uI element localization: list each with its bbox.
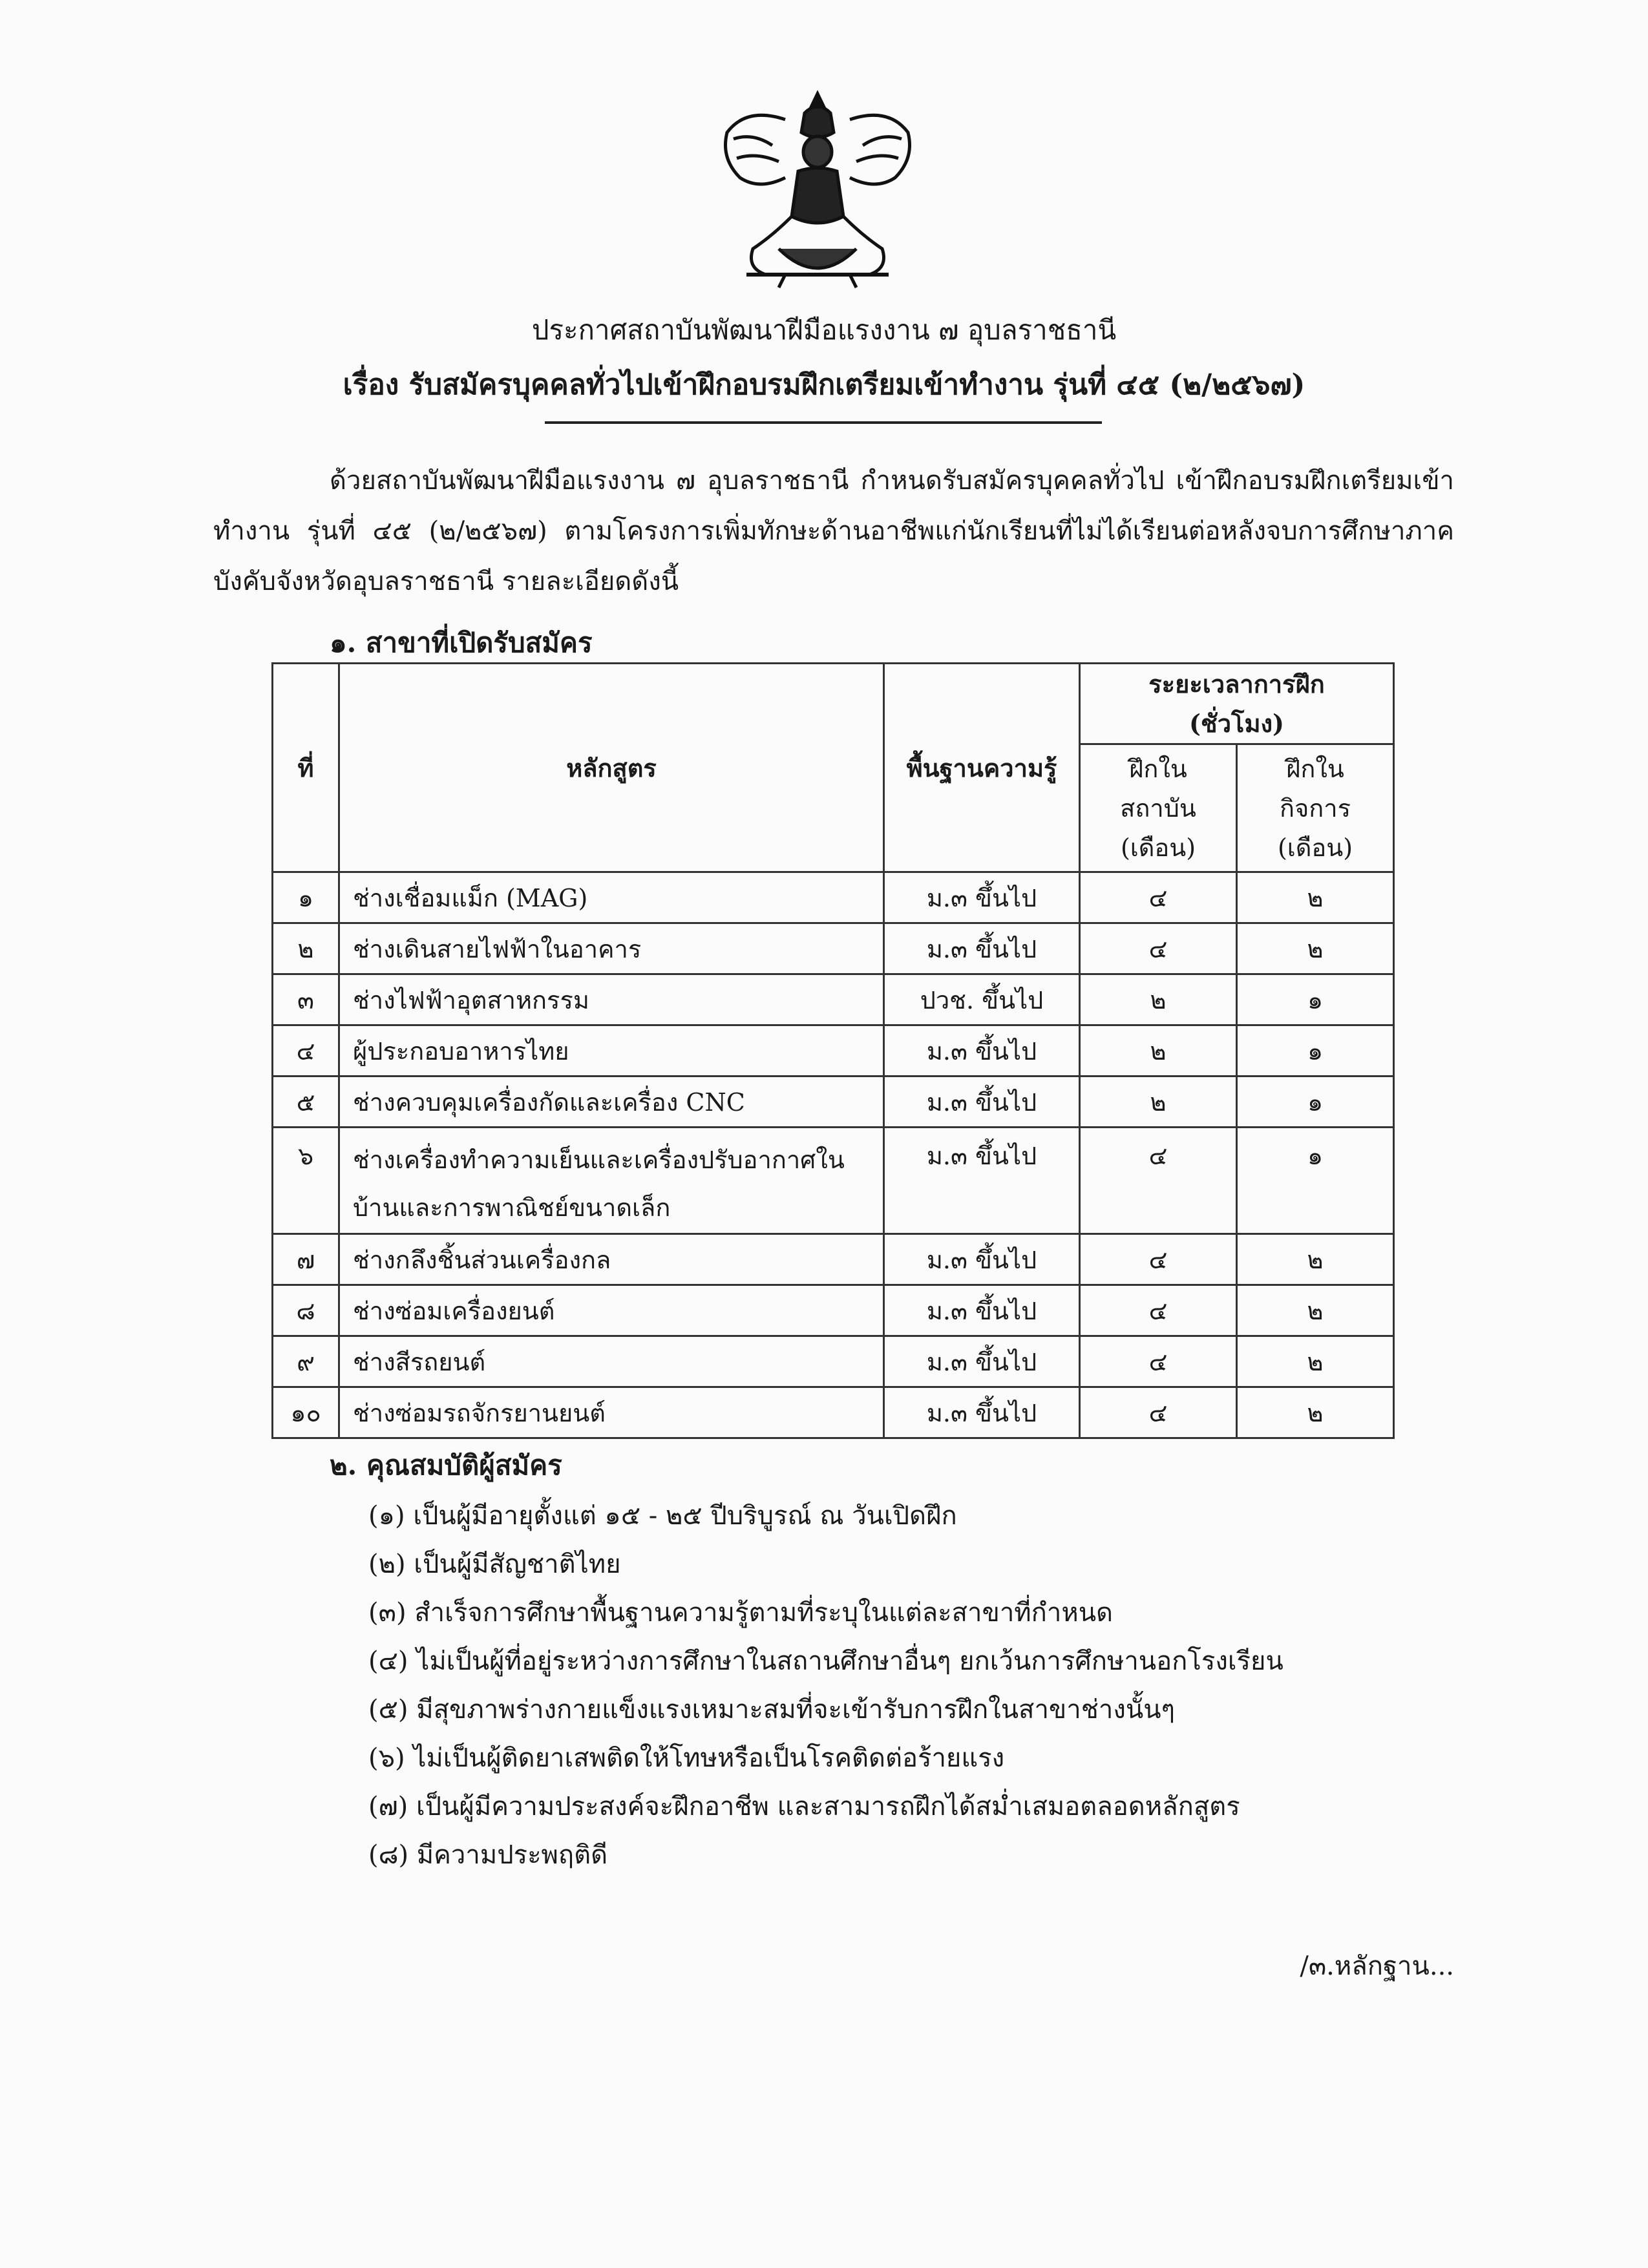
qualification-item: (๗) เป็นผู้มีความประสงค์จะฝึกอาชีพ และสามารถฝึกได้สม่ำเสมอตลอดหลักสูตร	[368, 1792, 1240, 1822]
row-basis: ม.๓ ขึ้นไป	[884, 923, 1080, 974]
row-institute: ๒	[1080, 1025, 1237, 1076]
table-row	[273, 1285, 1394, 1336]
qualification-item: (๖) ไม่เป็นผู้ติดยาเสพติดให้โทษหรือเป็นโรคติดต่อร้ายแรง	[368, 1743, 1005, 1773]
row-company: ๒	[1237, 872, 1394, 923]
row-no: ๗	[273, 1234, 339, 1285]
table-row	[273, 1128, 1394, 1234]
announcement-title: ประกาศสถาบันพัฒนาฝีมือแรงงาน ๗ อุบลราชธานี	[531, 314, 1117, 346]
garuda-emblem-icon	[708, 81, 927, 294]
row-institute: ๒	[1080, 974, 1237, 1025]
row-course: ช่างเครื่องทำความเย็นและเครื่องปรับอากาศในบ้านและการพาณิชย์ขนาดเล็ก	[339, 1128, 884, 1234]
qualification-item: (๕) มีสุขภาพร่างกายแข็งแรงเหมาะสมที่จะเข้ารับการฝึกในสาขาช่างนั้นๆ	[368, 1695, 1176, 1725]
row-course: ช่างควบคุมเครื่องกัดและเครื่อง CNC	[339, 1076, 884, 1128]
section1-title: ๑. สาขาที่เปิดรับสมัคร	[330, 627, 593, 658]
row-no: ๑๐	[273, 1387, 339, 1438]
qualification-item: (๑) เป็นผู้มีอายุตั้งแต่ ๑๕ - ๒๕ ปีบริบูรณ์ ณ วันเปิดฝึก	[368, 1501, 957, 1531]
row-no: ๖	[273, 1128, 339, 1234]
header-basis: พื้นฐานความรู้	[884, 664, 1080, 872]
row-no: ๑	[273, 872, 339, 923]
row-company: ๒	[1237, 1336, 1394, 1387]
row-institute: ๔	[1080, 1336, 1237, 1387]
row-basis: ม.๓ ขึ้นไป	[884, 1234, 1080, 1285]
row-no: ๘	[273, 1285, 339, 1336]
row-course: ช่างซ่อมเครื่องยนต์	[339, 1285, 884, 1336]
header-duration: ระยะเวลาการฝึก (ชั่วโมง)	[1080, 664, 1394, 744]
row-institute: ๒	[1080, 1076, 1237, 1128]
qualification-item: (๘) มีความประพฤติดี	[368, 1840, 608, 1870]
row-institute: ๔	[1080, 923, 1237, 974]
row-basis: ม.๓ ขึ้นไป	[884, 1128, 1080, 1234]
row-institute: ๔	[1080, 1285, 1237, 1336]
row-basis: ปวช. ขึ้นไป	[884, 974, 1080, 1025]
row-company: ๒	[1237, 1234, 1394, 1285]
table-row	[273, 1234, 1394, 1285]
row-institute: ๔	[1080, 1234, 1237, 1285]
row-no: ๕	[273, 1076, 339, 1128]
header-course: หลักสูตร	[339, 664, 884, 872]
row-company: ๒	[1237, 923, 1394, 974]
table-row	[273, 1076, 1394, 1128]
row-course: ช่างซ่อมรถจักรยานยนต์	[339, 1387, 884, 1438]
row-basis: ม.๓ ขึ้นไป	[884, 1336, 1080, 1387]
table-row	[273, 872, 1394, 923]
row-company: ๑	[1237, 974, 1394, 1025]
row-no: ๓	[273, 974, 339, 1025]
table-row	[273, 1025, 1394, 1076]
table-row	[273, 1336, 1394, 1387]
announcement-subject: เรื่อง รับสมัครบุคคลทั่วไปเข้าฝึกอบรมฝึกเตรียมเข้าทำงาน รุ่นที่ ๔๕ (๒/๒๕๖๗)	[343, 368, 1305, 401]
intro-paragraph: ด้วยสถาบันพัฒนาฝีมือแรงงาน ๗ อุบลราชธานี กำหนดรับสมัครบุคคลทั่วไป เข้าฝึกอบรมฝึกเตรียมเข้าทำงาน รุ่นที่ ๔๕ (๒/๒๕๖๗) ตามโครงการเพิ่มทักษะด้านอาชีพแก่นักเรียนที่ไม่ได้เรียนต่อหลังจบการศึกษาภาคบังคับจังหวัดอุบลราชธานี รายละเอียดดังนี้	[213, 466, 1454, 596]
row-company: ๑	[1237, 1076, 1394, 1128]
row-company: ๑	[1237, 1128, 1394, 1234]
header-institute: ฝึกใน สถาบัน (เดือน)	[1080, 744, 1237, 872]
table-row	[273, 923, 1394, 974]
row-company: ๒	[1237, 1387, 1394, 1438]
row-company: ๒	[1237, 1285, 1394, 1336]
row-company: ๑	[1237, 1025, 1394, 1076]
table-row	[273, 1387, 1394, 1438]
courses-table	[271, 662, 1395, 1439]
row-institute: ๔	[1080, 872, 1237, 923]
header-divider	[545, 421, 1102, 424]
row-no: ๒	[273, 923, 339, 974]
continuation-note: /๓.หลักฐาน...	[1300, 1951, 1454, 1981]
row-institute: ๔	[1080, 1128, 1237, 1234]
header-company: ฝึกใน กิจการ (เดือน)	[1237, 744, 1394, 872]
row-basis: ม.๓ ขึ้นไป	[884, 1285, 1080, 1336]
row-no: ๙	[273, 1336, 339, 1387]
row-course: ช่างเดินสายไฟฟ้าในอาคาร	[339, 923, 884, 974]
table-row	[273, 974, 1394, 1025]
row-course: ช่างสีรถยนต์	[339, 1336, 884, 1387]
row-institute: ๔	[1080, 1387, 1237, 1438]
row-basis: ม.๓ ขึ้นไป	[884, 1076, 1080, 1128]
row-course: ผู้ประกอบอาหารไทย	[339, 1025, 884, 1076]
row-basis: ม.๓ ขึ้นไป	[884, 1025, 1080, 1076]
row-no: ๔	[273, 1025, 339, 1076]
header-no: ที่	[273, 664, 339, 872]
row-course: ช่างเชื่อมแม็ก (MAG)	[339, 872, 884, 923]
qualification-item: (๔) ไม่เป็นผู้ที่อยู่ระหว่างการศึกษาในสถานศึกษาอื่นๆ ยกเว้นการศึกษานอกโรงเรียน	[368, 1646, 1284, 1676]
row-course: ช่างกลึงชิ้นส่วนเครื่องกล	[339, 1234, 884, 1285]
qualification-item: (๒) เป็นผู้มีสัญชาติไทย	[368, 1549, 621, 1579]
row-basis: ม.๓ ขึ้นไป	[884, 1387, 1080, 1438]
row-basis: ม.๓ ขึ้นไป	[884, 872, 1080, 923]
row-course: ช่างไฟฟ้าอุตสาหกรรม	[339, 974, 884, 1025]
section2-title: ๒. คุณสมบัติผู้สมัคร	[330, 1449, 562, 1481]
qualification-item: (๓) สำเร็จการศึกษาพื้นฐานความรู้ตามที่ระบุในแต่ละสาขาที่กำหนด	[368, 1598, 1114, 1628]
